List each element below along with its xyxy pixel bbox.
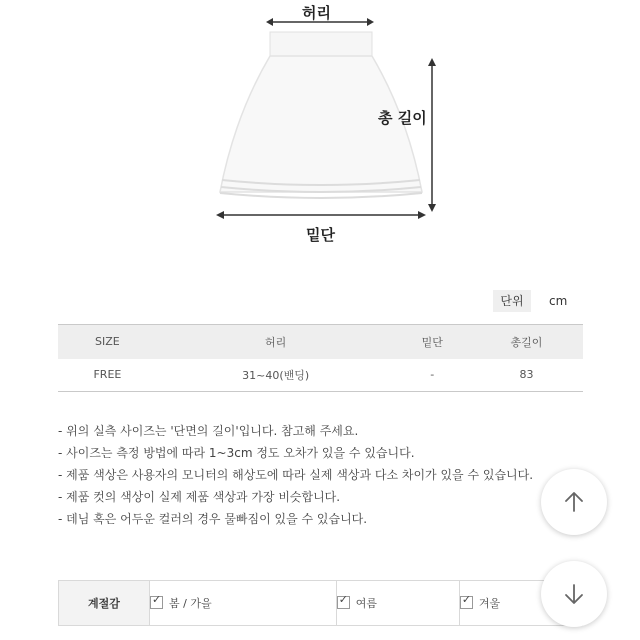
season-option[interactable]: [150, 581, 337, 626]
size-table-cell: FREE: [93, 368, 122, 382]
arrow-down-icon: [562, 582, 586, 606]
size-table-header: 총길이: [510, 335, 543, 349]
note-line: - 제품 색상은 사용자의 모니터의 해상도에 따라 실제 색상과 다소 차이가 있을 수 있습니다.: [58, 468, 534, 482]
length-arrow-bottom-head: [428, 204, 436, 212]
size-table-cell: -: [430, 368, 435, 382]
size-table-cell: 83: [519, 368, 534, 382]
size-notes: [58, 420, 568, 530]
size-table-cell: 31~40(밴딩): [242, 368, 310, 382]
hem-arrow-right-head: [418, 211, 426, 219]
size-table-header: 밑단: [421, 335, 443, 349]
size-table-header: 허리: [265, 335, 287, 349]
waist-arrow-right-head: [367, 18, 374, 26]
note-line: - 사이즈는 측정 방법에 따라 1~3cm 정도 오차가 있을 수 있습니다.: [58, 446, 415, 460]
season-option[interactable]: [336, 581, 459, 626]
checkbox-icon[interactable]: [460, 596, 473, 609]
season-option-label: 여름: [355, 597, 377, 610]
unit-value: cm: [549, 294, 568, 308]
size-table-header-row: [58, 325, 583, 359]
unit-label: 단위: [493, 290, 531, 312]
scroll-down-button[interactable]: [541, 561, 607, 627]
arrow-up-icon: [562, 490, 586, 514]
length-arrow-top-head: [428, 58, 436, 66]
total-length-label: 총 길이: [378, 109, 427, 127]
note-line: - 제품 컷의 색상이 실제 제품 색상과 가장 비슷합니다.: [58, 490, 341, 504]
scroll-up-button[interactable]: [541, 469, 607, 535]
waist-label: 허리: [302, 4, 331, 22]
season-label: 계절감: [59, 581, 150, 626]
hem-line: [220, 193, 422, 198]
season-option-label: 겨울: [478, 597, 501, 610]
season-option-label: 봄 / 가을: [169, 597, 212, 610]
checkbox-icon[interactable]: [337, 596, 350, 609]
table-row: [59, 581, 583, 626]
skirt-waistband: [270, 32, 372, 56]
hem-arrow-left-head: [216, 211, 224, 219]
note-line: - 데님 혹은 어두운 컬러의 경우 물빠짐이 있을 수 있습니다.: [58, 512, 368, 526]
hem-label: 밑단: [306, 226, 335, 244]
note-line: - 위의 실측 사이즈는 '단면의 길이'입니다. 참고해 주세요.: [58, 424, 359, 438]
size-table-header: SIZE: [95, 335, 120, 349]
checkbox-icon[interactable]: [150, 596, 163, 609]
table-row: [58, 359, 583, 392]
feature-table: [58, 580, 583, 626]
waist-arrow-left-head: [266, 18, 273, 26]
size-table: [58, 324, 583, 392]
